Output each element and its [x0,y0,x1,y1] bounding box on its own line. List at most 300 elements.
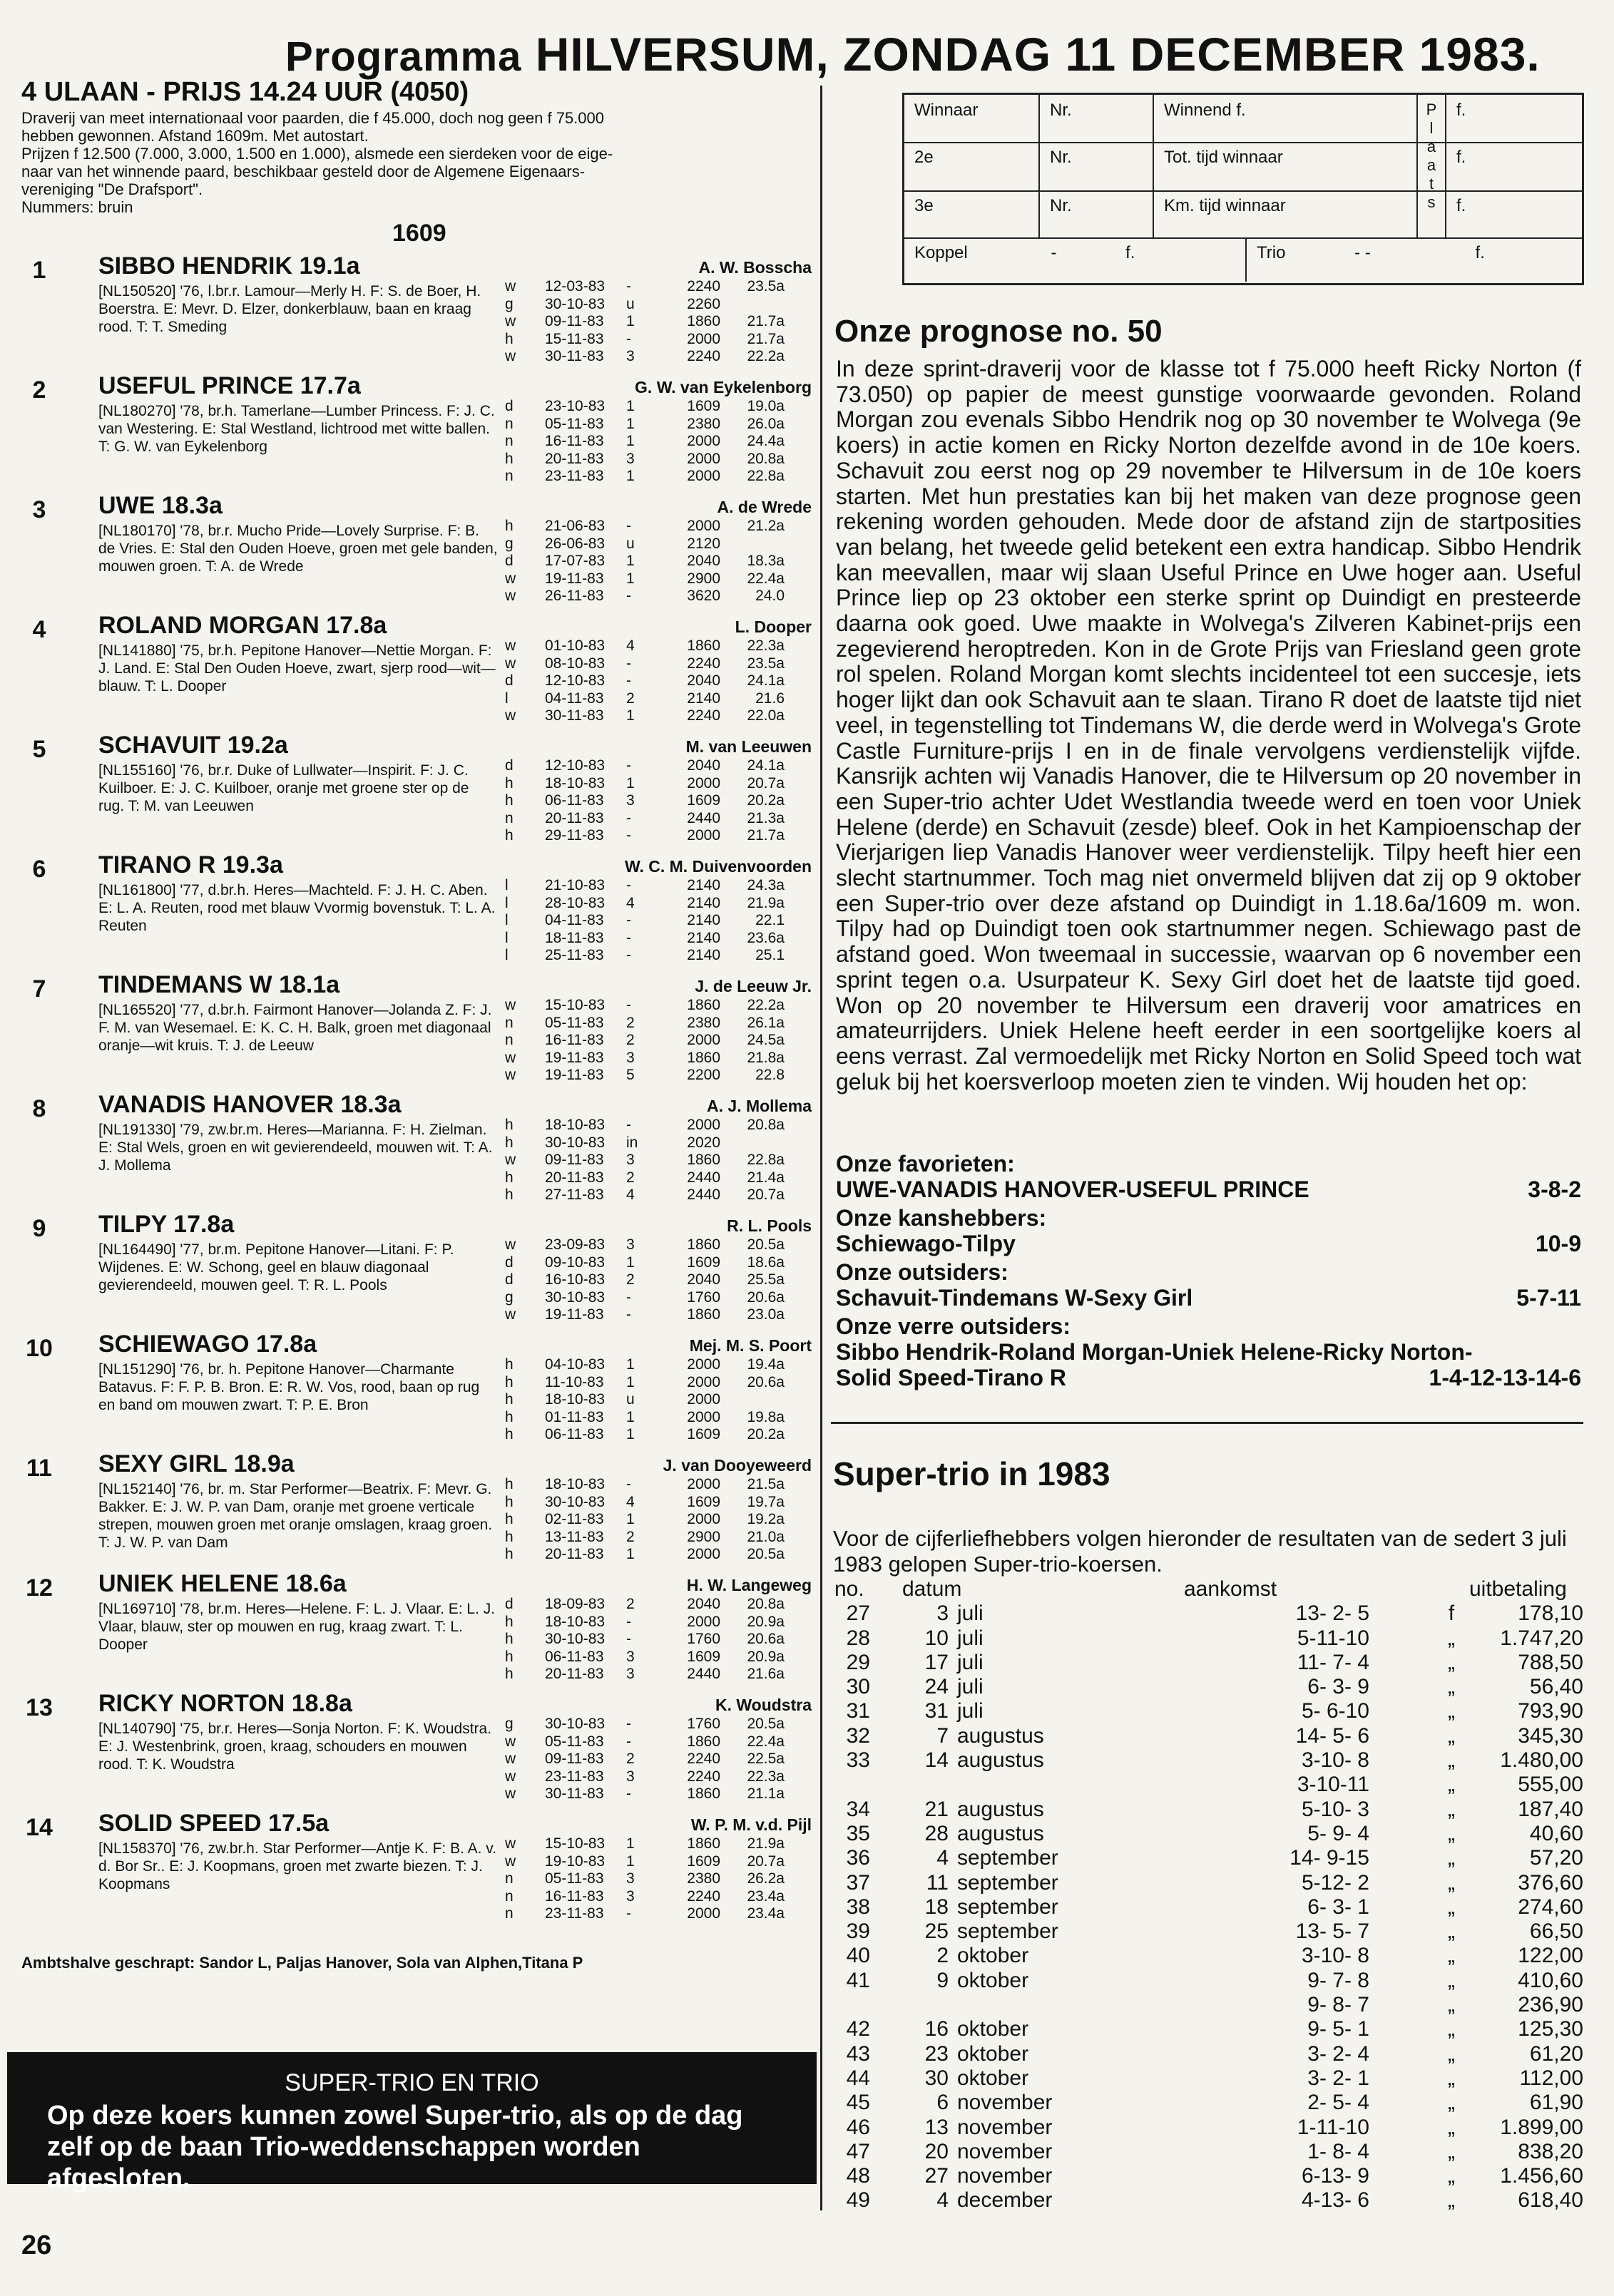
run-time: 23.4a [747,1905,785,1922]
run-place: - [626,330,631,347]
run-row [505,535,819,553]
run-place: 1 [626,1254,635,1271]
horse-name: ROLAND MORGAN 17.8a [98,612,387,639]
run-distance: 2260 [687,295,720,312]
run-time: 21.8a [747,1049,785,1066]
run-track: w [505,707,516,724]
row-no: 45 [846,2091,870,2115]
row-month: november [957,2139,1053,2163]
page-title-lead: Programma [285,34,522,80]
row-no: 31 [846,1699,870,1723]
header-aankomst: aankomst [1184,1577,1277,1601]
run-row [505,655,819,673]
header-no: no. [834,1577,864,1601]
run-row [505,1169,819,1187]
row-arrival: 3-10- 8 [1301,1748,1369,1773]
row-currency: „ [1448,1797,1455,1821]
run-time: 19.4a [747,1356,785,1373]
run-track: w [505,348,516,364]
run-track: l [505,690,509,707]
run-time: 20.6a [747,1288,785,1306]
horse-name: USEFUL PRINCE 17.7a [98,372,361,399]
row-payout: 125,30 [1518,2017,1583,2041]
run-time: 24.1a [747,672,785,689]
run-distance: 2000 [687,1032,720,1048]
run-track: d [505,757,514,774]
run-distance: 2000 [687,827,720,844]
row-currency: „ [1448,1968,1455,1992]
row-day: 6 [936,2091,949,2115]
run-row [505,1356,819,1374]
run-distance: 1609 [687,1852,720,1870]
run-date: 30-11-83 [545,1785,604,1802]
run-time: 19.2a [747,1511,785,1527]
run-time: 18.3a [747,553,785,569]
row-currency: „ [1448,1993,1455,2017]
run-distance: 1609 [687,792,720,809]
row-month: augustus [957,1821,1044,1845]
run-row [505,1015,819,1032]
supertrio-row [827,1651,1583,1675]
supertrio-row [827,2188,1583,2213]
run-date: 30-10-83 [545,1631,606,1647]
supertrio-row [827,1699,1583,1723]
run-distance: 2020 [687,1134,720,1151]
run-place: - [626,1905,631,1922]
run-distance: 2240 [687,655,720,672]
run-distance: 2240 [687,348,720,364]
pick-names: UWE-VANADIS HANOVER-USEFUL PRINCE [836,1177,1309,1202]
row-no: 47 [846,2139,870,2163]
race-header [21,77,813,216]
horse-name: VANADIS HANOVER 18.3a [98,1091,402,1118]
run-distance: 2440 [687,1666,720,1682]
run-time: 22.4a [747,570,785,587]
run-date: 18-10-83 [545,1476,606,1492]
run-date: 20-11-83 [545,1546,604,1562]
run-row [505,1152,819,1169]
run-place: - [626,1785,631,1802]
supertrio-row [827,2140,1583,2164]
run-time: 21.5a [747,1476,785,1492]
run-time: 24.0 [755,588,785,604]
run-time: 22.8a [747,1152,785,1168]
run-time: 22.3a [747,1768,785,1785]
run-track: n [505,415,514,432]
run-time: 20.5a [747,1236,785,1253]
supertrio-notice-body: Op deze koers kunnen zowel Super-trio, als op de dag zelf op de baan Trio-weddenschappen worden afgesloten. [47,2101,743,2193]
form-koppel-cell [904,237,1247,282]
run-date: 18-10-83 [545,1613,606,1630]
row-currency: „ [1448,1846,1455,1870]
supertrio-row [827,1969,1583,1993]
form-row-koppel [904,237,1582,282]
run-distance: 1860 [687,637,720,654]
horse-trainer: K. Woudstra [715,1696,812,1714]
run-distance: 2440 [687,1187,720,1203]
run-date: 19-11-83 [545,1067,604,1083]
row-arrival: 6-13- 9 [1301,2164,1369,2188]
row-currency: „ [1448,1626,1455,1650]
run-date: 01-11-83 [545,1408,604,1425]
run-time: 20.6a [747,1631,785,1647]
run-place: 1 [626,1852,635,1870]
row-day: 11 [926,1870,949,1895]
row-no: 44 [846,2066,870,2090]
run-place: - [626,1631,631,1647]
supertrio-row [827,2164,1583,2188]
pick-code: 1-4-12-13-14-6 [1429,1365,1581,1390]
run-time [720,1391,785,1409]
row-no: 35 [846,1821,870,1845]
form-koppel-dash: - [1051,243,1057,262]
horse-number: 7 [32,975,46,1003]
run-track: h [505,1169,514,1186]
run-track: h [505,1356,514,1373]
row-arrival: 14- 5- 6 [1295,1723,1369,1748]
row-month: oktober [957,2066,1029,2090]
horse-number: 14 [26,1814,53,1841]
run-row [505,1546,819,1564]
run-place: 1 [626,398,635,414]
horse-trainer: A. J. Mollema [707,1097,812,1115]
race-distance: 1609 [392,220,446,247]
run-track: h [505,774,514,791]
row-currency: „ [1448,1773,1455,1797]
run-place: 1 [626,1426,635,1442]
pick-label: Onze outsiders: [836,1259,1008,1285]
run-time: 19.8a [747,1408,785,1425]
run-distance: 2000 [687,433,720,449]
run-row [505,1254,819,1272]
row-payout: 376,60 [1518,1870,1583,1895]
run-place: - [626,1613,631,1630]
supertrio-notice-heading: SUPER-TRIO EN TRIO [285,2069,539,2096]
horse-trainer: A. W. Bosscha [698,258,812,277]
run-row [505,1494,819,1512]
run-track: l [505,947,509,963]
run-track: d [505,1254,514,1271]
run-distance: 3620 [687,588,720,604]
run-distance: 2000 [687,330,720,347]
run-place: 1 [626,1835,635,1852]
run-distance: 2120 [687,535,720,552]
horse-entry [14,1331,813,1450]
row-payout: 236,90 [1518,1993,1583,2017]
horse-name: TILPY 17.8a [98,1211,235,1238]
form-label-nr: Nr. [1040,95,1154,142]
horse-entry [14,1450,813,1570]
run-place: in [626,1134,638,1151]
supertrio-row [827,2066,1583,2091]
row-payout: 1.480,00 [1500,1748,1583,1773]
horse-description: [NL155160] '76, br.r. Duke of Lullwater—Inspirit. F: J. C. Kuilboer. E: J. C. Kuilboer, oranje met groene ster op de rug. T: M. van Leeuwen [98,762,469,814]
horse-recent-runs [505,877,819,965]
run-distance: 2900 [687,1528,720,1545]
run-row [505,553,819,570]
run-row [505,895,819,913]
row-arrival: 13- 5- 7 [1295,1920,1369,1944]
run-date: 04-11-83 [545,912,604,928]
run-track: h [505,1528,514,1545]
run-track: h [505,1373,514,1390]
horse-entry [14,971,813,1091]
run-row [505,1236,819,1254]
row-no: 46 [846,2115,870,2139]
run-distance: 2140 [687,894,720,911]
prognose-picks [836,1151,1581,1393]
run-place: - [626,827,631,844]
run-row [505,1631,819,1649]
run-date: 08-10-83 [545,655,606,672]
run-distance: 2440 [687,809,720,826]
run-date: 26-11-83 [545,588,604,604]
run-row [505,1870,819,1888]
run-track: h [505,1631,514,1647]
run-row [505,1306,819,1324]
row-month: oktober [957,2017,1029,2041]
row-payout: 410,60 [1518,1968,1583,1992]
run-distance: 2380 [687,1014,720,1031]
prognose-text: In deze sprint-draverij voor de klasse tot f 75.000 heeft Ricky Norton (f 73.050) op papier de meest gunstige voorwaarde gevonden. Roland Morgan zou evenals Sibbo Hendrik nog op 30 november te Wolvega (9e koers) in actie komen en Ricky Norton dezelfde avond in de 10e koers. Schavuit zou eerst nog op 29 november te Hilversum in de 10e koers starten. Met hun prestaties kan bij het maken van deze prognose geen rekening worden gehouden. Mede door de afstand zijn de startposities van belang, het tweede gelid betekent een extra handicap. Sibbo Hendrik kan meevallen, maar wij slaan Useful Prince en Uwe hoger aan. Useful Prince liep op 23 oktober een sterke sprint op Duindigt en presteerde daarna ook goed. Uwe maakte in Wolvega's Zilveren Kabinet-prijs een zegevierend heroptreden. Kon in de Grote Prijs van Friesland geen grote rol spelen. Roland Morgan komt slechts incidenteel tot een succesje, iets hoger lijkt dan ook Schavuit aan te slaan. Tirano R doet de laatste tijd niet veel, in tegenstelling tot Tindemans W, die derde werd in Wolvega's Grote Castle Furniture-prijs I en in de finale vervolgens verdienstelijk vijfde. Kansrijk achten wij Vanadis Hanover, die te Hilversum op 20 november in een Super-trio achter Udet Westlandia tweede werd en toen voor Uniek Helene (derde) en Schavuit (zesde) bleef. Ook in het Kampioenschap der Vierjarigen liep Vanadis Hanover weer verdienstelijk. Tilpy heeft hier een slecht startnummer. Toch mag niet onvermeld blijven dat zij op 9 oktober een Super-trio over deze afstand op Duindigt in 1.18.6a/1609 m. won. Tilpy had op Duindigt toen ook startnummer negen. Schiewago past de afstand goed. Won tweemaal in successie, waarvan op 6 november een sprint tegen o.a. Usurpateur K. Sexy Girl doet het de laatste tijd goed. Won op 20 november te Hilversum een draverij voor amatrices en amateurrijders. Uniek Helene heeft eerder in een soortgelijke koers al eens verrast. Zal vermoedelijk met Ricky Norton en Solid Speed toch wat geluk bij het koersverloop moeten zien te vinden. Wij houden het op: [836,356,1581,1095]
row-arrival: 6- 3- 9 [1307,1675,1369,1699]
scratched-note: Ambtshalve geschrapt: Sandor L, Paljas Hanover, Sola van Alphen,Titana P [21,1954,583,1972]
run-row [505,433,819,451]
run-track: n [505,468,514,484]
row-payout: 187,40 [1518,1797,1583,1821]
run-place: - [626,1716,631,1732]
form-row-third [904,190,1582,239]
run-place: - [626,278,631,294]
run-time: 20.9a [747,1613,785,1630]
form-label-nr-2: Nr. [1040,142,1154,190]
horse-description: [NL180170] '78, br.r. Mucho Pride—Lovely Surprise. F: B. de Vries. E: Stal den Ouden Hoeve, groen met gele banden, mouwen groen. T: A. de Wrede [98,523,498,575]
run-row [505,1785,819,1803]
race-description: Draverij van meet internationaal voor paarden, die f 45.000, doch nog geen f 75.000 hebben gewonnen. Afstand 1609m. Met autostart. Prijzen f 12.500 (7.000, 3.000, 1.500 en 1.000), alsmede een sierdeken voor de eige- naar van het winnende paard, beschikbaar gesteld door de Algemene Eigenaars- vereniging "De Drafsport". Nummers: bruin [21,109,613,216]
run-row [505,690,819,708]
run-track: h [505,1426,514,1442]
run-time: 26.0a [747,415,785,432]
run-place: 3 [626,1887,635,1905]
row-currency: „ [1448,1675,1455,1699]
run-time: 22.2a [747,348,785,364]
horse-recent-runs [505,637,819,725]
row-payout: 838,20 [1518,2139,1583,2163]
run-date: 01-10-83 [545,637,606,654]
row-currency: „ [1448,2066,1455,2090]
row-arrival: 5-10- 3 [1301,1797,1369,1821]
row-currency: „ [1448,2188,1455,2213]
horse-recent-runs [505,1476,819,1564]
run-row [505,1409,819,1427]
run-date: 13-11-83 [545,1528,604,1545]
supertrio-row [827,2091,1583,2115]
pick-line [836,1285,1581,1311]
horse-trainer: Mej. M. S. Poort [689,1336,812,1355]
run-place: - [626,997,631,1013]
supertrio-row [827,1724,1583,1748]
run-date: 18-11-83 [545,929,604,946]
horse-name: TIRANO R 19.3a [98,851,283,878]
run-track: w [505,655,516,672]
run-date: 05-11-83 [545,415,604,432]
run-date: 15-10-83 [545,1835,606,1852]
run-date: 16-11-83 [545,1032,604,1048]
horse-number: 8 [32,1095,46,1122]
run-date: 19-11-83 [545,1049,604,1066]
row-arrival: 3- 2- 1 [1307,2066,1369,2090]
row-no: 27 [846,1601,870,1626]
header-uitbetaling: uitbetaling [1469,1577,1567,1601]
run-place: u [626,1391,635,1408]
run-track: h [505,1511,514,1527]
run-date: 19-10-83 [545,1852,606,1870]
run-date: 30-10-83 [545,1716,606,1732]
run-time: 19.7a [747,1493,785,1510]
run-place: 1 [626,313,635,329]
supertrio-notice [7,2052,817,2193]
row-month: augustus [957,1748,1044,1773]
row-currency: „ [1448,1920,1455,1944]
row-day: 28 [924,1821,949,1845]
run-track: l [505,912,509,928]
run-row [505,1888,819,1906]
run-track: h [505,1134,514,1151]
run-distance: 1860 [687,1049,720,1066]
run-place: 5 [626,1067,635,1083]
supertrio-row [827,1920,1583,1944]
row-arrival: 13- 2- 5 [1295,1601,1369,1626]
run-distance: 1760 [687,1716,720,1732]
column-divider [820,86,822,2210]
run-row [505,1289,819,1307]
run-row [505,1596,819,1614]
form-plaats-letter: a [1426,138,1436,155]
horse-trainer: R. L. Pools [727,1216,812,1235]
run-date: 19-11-83 [545,570,604,587]
form-label-3e: 3e [904,190,1040,237]
row-payout: 61,20 [1529,2041,1583,2066]
run-track: w [505,313,516,329]
run-row [505,1853,819,1871]
run-row [505,1649,819,1666]
run-date: 18-10-83 [545,1391,606,1408]
run-date: 23-09-83 [545,1236,606,1253]
run-track: w [505,1852,516,1870]
row-arrival: 2- 5- 4 [1307,2091,1369,2115]
run-track: h [505,1493,514,1510]
horse-number: 12 [26,1574,53,1601]
run-place: 1 [626,570,635,587]
row-arrival: 3- 2- 4 [1307,2041,1369,2066]
prognose-title: Onze prognose no. 50 [834,314,1163,349]
row-arrival: 14- 9-15 [1289,1846,1369,1870]
row-arrival: 4-13- 6 [1301,2188,1369,2213]
run-distance: 1860 [687,1152,720,1168]
run-time: 21.9a [747,1835,785,1852]
run-row [505,1476,819,1494]
horse-recent-runs [505,278,819,366]
horse-number: 13 [26,1694,53,1721]
row-month: september [957,1870,1058,1895]
row-day: 4 [936,2188,949,2213]
row-currency: „ [1448,1895,1455,1919]
run-track: h [505,1408,514,1425]
row-day: 24 [924,1675,949,1699]
run-date: 20-11-83 [545,1169,604,1186]
run-date: 12-03-83 [545,278,606,294]
supertrio-row [827,1773,1583,1797]
form-label-nr-3: Nr. [1040,190,1154,237]
row-currency: „ [1448,1944,1455,1968]
run-row [505,1905,819,1923]
row-day: 20 [924,2139,949,2163]
horse-trainer: H. W. Langeweg [686,1576,812,1594]
run-distance: 2000 [687,1373,720,1390]
run-time: 23.4a [747,1887,785,1905]
run-place: - [626,1306,631,1323]
run-time: 26.2a [747,1870,785,1887]
run-distance: 2140 [687,690,720,707]
run-distance: 2000 [687,450,720,467]
run-place: 1 [626,774,635,791]
run-row [505,637,819,655]
horse-recent-runs [505,518,819,605]
supertrio-row [827,1748,1583,1773]
run-time: 25.1 [755,947,785,963]
run-distance: 1860 [687,313,720,329]
run-distance: 2040 [687,757,720,774]
row-no: 49 [846,2188,870,2213]
horse-description: [NL141880] '75, br.h. Pepitone Hanover—Nettie Morgan. F: J. Land. E: Stal Den Ouden Hoeve, zwart, sjerp rood—wit—blauw. T: L. Dooper [98,642,496,695]
pick-group [836,1205,1581,1256]
run-track: l [505,894,509,911]
run-time: 24.4a [747,433,785,449]
horse-trainer: L. Dooper [735,617,812,636]
run-place: 3 [626,792,635,809]
run-distance: 1760 [687,1288,720,1306]
horse-name: RICKY NORTON 18.8a [98,1690,352,1717]
run-date: 21-06-83 [545,518,606,534]
run-place: - [626,929,631,946]
supertrio-row [827,1601,1583,1626]
run-track: w [505,588,516,604]
run-time: 26.1a [747,1014,785,1031]
row-arrival: 9- 8- 7 [1307,1993,1369,2017]
run-track: n [505,1032,514,1048]
run-time: 21.6a [747,1666,785,1682]
run-track: h [505,827,514,844]
supertrio-row [827,1626,1583,1651]
row-payout: 788,50 [1518,1650,1583,1674]
run-date: 19-11-83 [545,1306,604,1323]
row-payout: 178,10 [1518,1601,1583,1626]
run-place: - [626,1733,631,1750]
run-place: 3 [626,1049,635,1066]
horse-entry [14,612,813,732]
row-currency: „ [1448,1723,1455,1748]
run-row [505,1067,819,1085]
run-track: h [505,1391,514,1408]
run-track: w [505,1751,516,1767]
row-no: 30 [846,1675,870,1699]
run-distance: 2040 [687,1271,720,1288]
horse-list [14,252,813,1929]
run-place: 2 [626,1751,635,1767]
form-label-winnend: Winnend f. [1154,95,1418,142]
run-distance: 2000 [687,1391,720,1408]
form-plaats-letter: P [1426,101,1437,118]
